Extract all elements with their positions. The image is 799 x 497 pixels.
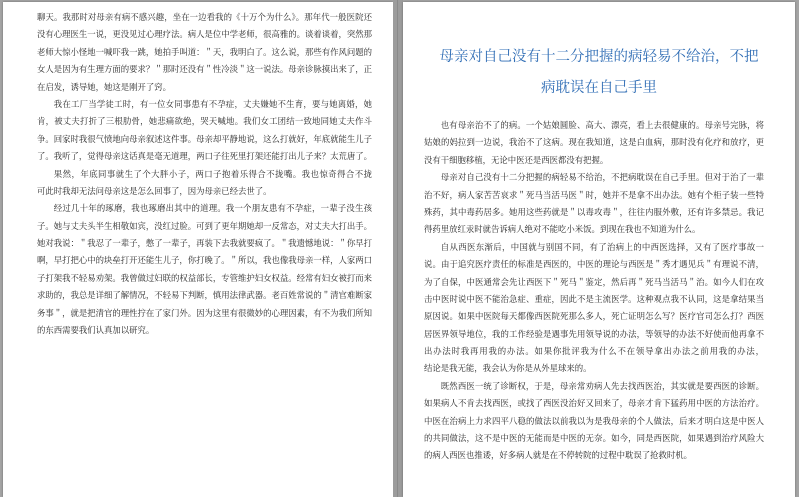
chapter-title-line: 病耽误在自己手里 [541,80,657,96]
body-line: 子打架我不轻易劝架。我曾做过妇联的权益部长，专管维护妇女权益。经常有妇女被打而来 [37,272,372,283]
paragraph [37,166,372,201]
body-line: 聊天。我那时对母亲有病不感兴趣，坐在一边看我的《十万个为什么》。那年代一般医院还 [37,12,372,22]
body-line: 啊，早打把心中的块垒打开还能生儿子，你打晚了。＂所以，我也像我母亲一样，人家两口 [37,255,372,266]
body-line: 务事＂，就是把清官的理性拧在了家门外。因为这里有很微妙的心理因素，有不为我们所知 [37,307,372,318]
body-line: 既然西医一统了诊断权，于是，母亲常劝病人先去找西医治，其实就是要西医的诊断。 [440,380,764,391]
paragraph [424,117,764,169]
body-line: 我在工厂当学徒工时，有一位女同事患有不孕症，丈夫嫌她不生育，要与她离婚，她 [53,98,372,109]
page-gutter [393,0,403,497]
paragraph [37,9,372,96]
paragraph [424,239,764,378]
body-line: 果然，年底同事就生了个大胖小子，两口子抱着乐得合不拢嘴。我也惊奇得合不拢 [53,168,372,179]
left-page [3,2,393,497]
body-line: 殊药，其中毒药居多。她用这些药就是＂以毒攻毒＂，往往内服外敷，还有许多禁忌。我记 [424,206,764,217]
body-line: 没有干细胞移植，无论中医还是西医都没有把握。 [424,154,609,165]
body-line: 结论是我无能，我会认为你是从外星球来的。 [424,363,592,374]
body-line: 得药里放红汞时就告诉病人绝对不能吃小米饭。到现在我也不知道为什么。 [424,224,701,235]
body-line: 了。我听了，觉得母亲这话真是毫无道理，两口子往死里打架还能打出儿子来？太荒唐了。 [37,151,372,162]
body-line: 居医界领导地位，我的工作经验是遇事先用领导说的办法，等领导的办法不好使而他再拿不 [424,328,764,339]
body-line: 的病人西医也推诿，好多病人就是在不停转院的过程中耽误了抢救时机。 [424,450,692,461]
body-line: 在启发，诱导她，她这是刚开了窍。 [37,81,171,92]
paragraph [424,378,764,465]
paragraph [424,169,764,239]
body-line: 姑娘的妈拉到一边说，我治不了这病。现在我知道，这是白血病，那时没有化疗和放疗，更 [424,137,764,148]
body-line: 出办法时我再用我的办法。如果你批评我为什么不在领导拿出办法之前用我的办法， [424,346,764,357]
body-line: 女人是因为有生理方面的要求？＂那时还没有＂性冷淡＂这一说法。母亲诊脉摸出来了，正 [37,64,372,75]
body-line: 为了自保，中医通常会先让西医下＂死马＂鉴定，然后再＂死马当活马＂治。如今人们在攻 [424,276,764,287]
chapter-title [403,42,795,104]
body-line: 争。回家时我很气愤地向母亲叙述这件事。母亲却平静地说，这么打就好，年底就能生儿子 [37,133,372,144]
paragraph [37,96,372,166]
body-line: 击中医时说中医不能治急症、重症，因此不是主流医学。这种观点我不认同，这是拿结果当 [424,293,764,304]
body-line: 求助的，我总是详细了解情况，不轻易下判断，慎用法律武器。老百姓常说的＂清官难断家 [37,290,372,301]
right-page-body [424,117,764,465]
body-line: 的共同做法，这不是中医的无能而是中医的无奈。如今，同是西医院，如果遇到治疗风险大 [424,433,764,444]
body-line: 如果病人不肯去找西医，或找了西医没治好又回来了，母亲才肯下猛药用中医的方法治疗。 [424,398,764,409]
body-line: 可此时我却无法问母亲这是怎么回事了，因为母亲已经去世了。 [37,185,272,196]
chapter-title-line: 母亲对自己没有十二分把握的病轻易不给治，不把 [439,49,759,65]
body-line: 的东西需要我们认真加以研究。 [37,325,155,336]
body-line: 原因说。如果中医院每天都像西医院死那么多人，死亡证明怎么写？医疗官司怎么打？西医 [424,311,764,322]
body-line: 老师大惊小怪地一喊吓我一跳，她拍手叫道：＂天，我明白了。这么说，那些有作风问题的 [37,46,372,57]
paragraph [37,200,372,339]
body-line: 治不好，病人家苦苦哀求＂死马当活马医＂时，她并不是拿不出办法。她有个柜子装一些特 [424,189,764,200]
body-line: 说。由于追究医疗责任的标准是西医的，中医的理论与西医是＂秀才遇见兵＂有理说不清， [424,259,764,270]
body-line: 她对我说：＂我忍了一辈子，憋了一辈子，再装下去我就要疯了。＂我遗憾地说：＂你早打 [37,238,372,249]
body-line: 肯，被丈夫打折了三根肋骨，她悲痛欲绝，哭天喊地。我们女工团结一致地同她丈夫作斗 [37,116,372,127]
body-line: 自从西医东渐后，中国就与别国不同，有了治病上的中西医选择，又有了医疗事故一 [440,241,764,252]
body-line: 也有母亲治不了的病。一个姑娘圆脸、高大、漂亮，看上去很健康的。母亲号完脉，将 [440,120,764,130]
body-line: 没有心理医生一说，更没见过心理疗法。病人是位中学老师，很高雅的。谈着谈着，突然那 [37,29,372,40]
body-line: 子。她与丈夫头半生相敬如宾，没红过脸。可到了更年期她却一反常态，对丈夫大打出手。 [37,220,372,231]
left-page-body [37,9,372,339]
body-line: 经过几十年的琢磨，我也琢磨出其中的道理。我一个朋友患有不孕症，一辈子没生孩 [53,203,372,214]
body-line: 母亲对自己没有十二分把握的病轻易不给治，不把病耽误在自己手里。但对于治了一辈 [440,172,764,183]
right-page [403,2,795,497]
body-line: 中医在治病上力求四平八稳的做法以前我以为是我母亲的个人做法，后来才明白这是中医人 [424,415,764,426]
